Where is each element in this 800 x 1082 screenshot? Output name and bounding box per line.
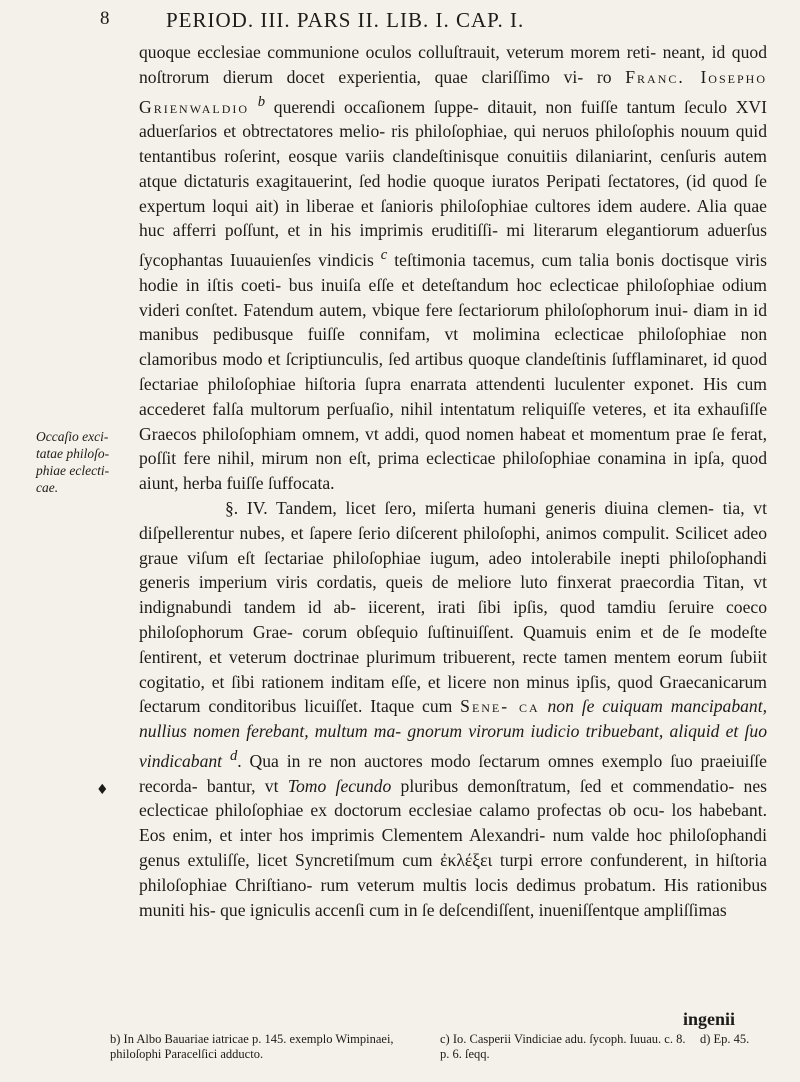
- paragraph-1-text-a: quoque ecclesiae communione oculos colluſtrauit, veterum morem reti- neant, id quod noſtrorum dierum docet experientia, quae clariſſimo vi- ro: [139, 42, 767, 87]
- footnote-b: b) In Albo Bauariae iatricae p. 145. exemplo Wimpinaei, philoſophi Paracelſici adducto.: [110, 1032, 394, 1061]
- running-title: PERIOD. III. PARS II. LIB. I. CAP. I.: [166, 8, 525, 32]
- footnote-ref-b: b: [257, 93, 266, 110]
- catchword: ingenii: [683, 1009, 736, 1029]
- paragraph-2: [139, 496, 767, 922]
- main-text: [139, 40, 767, 922]
- paragraph-1: [139, 40, 767, 496]
- paragraph-1-text-c: teſtimonia tacemus, cum talia bonis doctisque viris hodie in iſtis coeti- bus inuiſa eſſe et deteſtandum hoc eclecticae philoſophiae odium videri conſtet. Fatendum autem, vbique fere ſectariorum philoſophorum inui- diam in id manibus pedibusque fuiſſe connifam, vt molimina eclecticae philoſophiae non clamoribus modo et ſcriptiunculis, ſed artibus quoque clandeſtinis ſufflaminaret, id quod ſectariae philoſophiae hiſtoria ſupra enarrata attendenti luculenter exponet. His cum accederet falſa multorum perſuaſio, nihil intentatum reliquiſſe veteres, et ita exhauſiſſe Graecos philoſophiam omnem, vt addi, quod nomen habeat et momentum prae ſe ferat, poſſit fere nihil, mirum non eſt, prima eclecticae philoſophiae conamina in ipſa, quod aiunt, herba fuiſſe ſuffocata.: [139, 250, 767, 494]
- paragraph-2-text-c: pluribus demonſtratum, ſed et commendatio- nes eclecticae philoſophiae ex doctorum ecclesiae calamo profectas ob ocu- los habebant. Eos enim, et inter hos imprimis Clementem Alexandri- num valde hoc philoſophandi genus extuliſſe, licet Syncretiſmum cum ἐκλέξει turpi errore confunderent, in hiſtoria philoſophiae Chriſtiano- rum veterum multis locis dedimus probatum. His rationibus muniti his- que igniculis accenſi cum in ſe deſcendiſſent, inueniſſentque ampliſſimas: [139, 775, 768, 920]
- paragraph-2-text-a: Tandem, licet ſero, miſerta humani generis diuina clemen- tia, vt diſpellerentur nubes, et ſapere ſerio diſcerent philoſophi, animos compulit. Scilicet adeo graue viſum eſt ſectariae philoſophiae iugum, adeo intolerabile inepti philoſophandi generis imperium viris cordatis, queis de meliore luto finxerat praecordia Titan, vt indignabundi tandem id ab- iicerent, irati ſibi ipſis, quod tamdiu ſeruire coeco philoſophorum Grae- corum obſequio ſuſtinuiſſent. Quamuis enim et de ſe modeſte ſentirent, et veterum doctrinae plurimum tribuerent, recte tamen mentem eorum ſubiit cogitatio, et ſibi rationem inditam eſſe, et licere non minus ipſis, quod Graecanicarum ſectarum conditoribus licuiſſet. Itaque cum: [139, 498, 767, 717]
- page-number: 8: [100, 8, 111, 29]
- section-number: §. IV.: [225, 498, 268, 519]
- seneca-name: Sene- ca: [460, 696, 540, 717]
- running-head: [100, 4, 680, 38]
- footnote-c: c) Io. Casperii Vindiciae adu. ſycoph. Iuuau. c. 8. p. 6. ſeqq.: [440, 1032, 686, 1061]
- footnote-ref-d: d: [229, 748, 238, 765]
- person-name: Franc. Iosepho Grienwaldio: [139, 66, 767, 117]
- footnote-ref-c: c: [380, 247, 388, 264]
- seneca-quote: non ſe cuiquam mancipabant, nullius nomen ferebant, multum ma- gnorum virorum iudicio tribuebant, aliquid et ſuo vindicabant: [139, 696, 768, 771]
- printer-mark-icon: ♦: [96, 782, 109, 798]
- tomo-reference: Tomo ſecundo: [287, 775, 392, 796]
- footnote-d: d) Ep. 45.: [700, 1032, 750, 1046]
- paragraph-1-text-b: querendi occaſionem ſuppe- ditauit, non fuiſſe tantum ſeculo XVI aduerſarios et obtrectatores melio- ris philoſophiae, qui neruos philoſophis nouum quid tentantibus roſerint, eosque variis clandeſtinisque conuitiis dilaniarint, cenſuris autem atque dictaturis exagitauerint, ſed hodie quoque iuratos Peripati ſectatores, (id quod ſe expertum loqui ait) in liberae et ſanioris philoſophiae cultores idem audere. Alia quae huc afferri poſſunt, et in his imprimis eruditiſſi- mi literarum elegantiorum aduerſus ſycophantas Iuuauienſes vindicis: [139, 96, 768, 271]
- margin-note: Occaſio exci- tatae philoſo- phiae eclecti- cae.: [36, 429, 110, 495]
- paragraph-2-text-b: . Qua in re non auctores modo ſectarum omnes exemplo ſuo praeiuiſſe recorda- bantur, vt: [139, 750, 767, 796]
